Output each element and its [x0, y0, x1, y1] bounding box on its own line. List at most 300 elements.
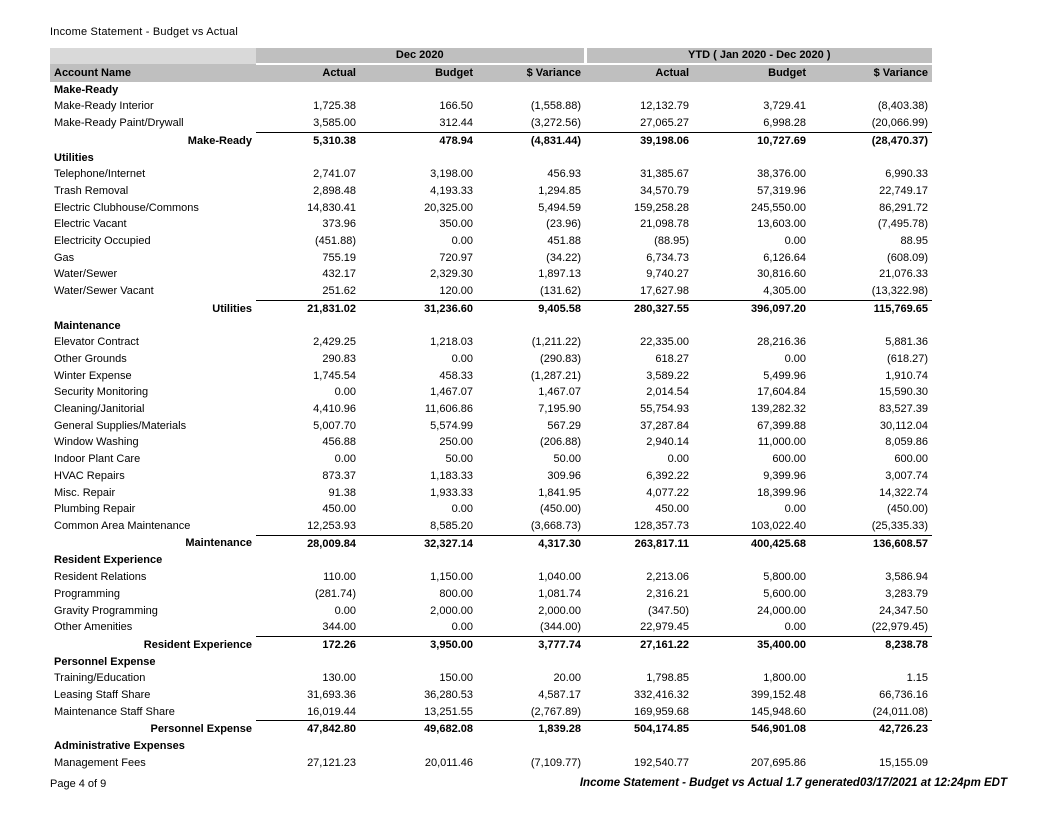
group-header-ytd: YTD ( Jan 2020 - Dec 2020 ) [585, 48, 932, 64]
amount-cell: 1,467.07 [538, 386, 582, 399]
total-amount-cell: 400,425.68 [693, 535, 810, 552]
amount-cell: 50.00 [445, 453, 473, 466]
amount-cell: 6,734.73 [646, 251, 690, 264]
page-title: Income Statement - Budget vs Actual [50, 26, 238, 38]
account-row [50, 351, 932, 368]
total-amount-cell: 172.26 [256, 636, 360, 653]
total-amount-cell: 1,839.28 [477, 721, 585, 738]
amount-cell: 110.00 [323, 571, 356, 584]
account-name: Plumbing Repair [54, 503, 136, 516]
amount-cell: (88.95) [654, 235, 690, 248]
amount-cell: 14,830.41 [307, 201, 356, 214]
amount-cell: 432.17 [322, 268, 356, 281]
account-name: HVAC Repairs [54, 469, 125, 482]
amount-cell: 6,392.22 [646, 469, 690, 482]
section-name: Utilities [54, 151, 94, 164]
amount-cell: 600.00 [894, 453, 929, 466]
amount-cell: 251.62 [322, 285, 356, 298]
amount-cell: 166.50 [439, 100, 473, 113]
total-label: Personnel Expense [150, 723, 252, 736]
total-amount-cell: 115,769.65 [810, 300, 932, 317]
total-amount-cell: 3,950.00 [360, 636, 477, 653]
amount-cell: 30,816.60 [757, 268, 807, 281]
account-row [50, 670, 932, 687]
amount-cell: 3,585.00 [313, 117, 356, 130]
amount-cell: 17,627.98 [640, 285, 690, 298]
amount-cell: 2,429.25 [313, 336, 356, 349]
amount-cell: 1,294.85 [538, 184, 582, 197]
amount-cell: 0.00 [451, 621, 473, 634]
account-row [50, 98, 932, 115]
amount-cell: 17,604.84 [757, 386, 807, 399]
total-amount-cell: 42,726.23 [810, 721, 932, 738]
amount-cell: 1.15 [906, 672, 929, 685]
amount-cell: (344.00) [540, 621, 582, 634]
amount-cell: 0.00 [451, 352, 473, 365]
amount-cell: 1,800.00 [763, 672, 807, 685]
section-header-row [50, 552, 932, 569]
amount-cell: 150.00 [439, 672, 473, 685]
amount-cell: 1,910.74 [885, 369, 929, 382]
amount-cell: 20,325.00 [424, 201, 473, 214]
amount-cell: (24,011.08) [872, 705, 929, 718]
section-total-row [50, 636, 932, 653]
amount-cell: 1,040.00 [538, 571, 582, 584]
account-name: Make-Ready Interior [54, 100, 154, 113]
amount-cell: 9,740.27 [646, 268, 690, 281]
amount-cell: 3,283.79 [885, 587, 929, 600]
account-row [50, 468, 932, 485]
account-name: Gravity Programming [54, 604, 158, 617]
account-name: Maintenance Staff Share [54, 705, 175, 718]
amount-cell: 20.00 [553, 672, 582, 685]
amount-cell: 3,007.74 [885, 469, 929, 482]
amount-cell: 1,841.95 [538, 486, 582, 499]
amount-cell: 14,322.74 [879, 486, 929, 499]
amount-cell: (13,322.98) [871, 285, 929, 298]
account-row [50, 368, 932, 385]
account-name: Electric Vacant [54, 218, 127, 231]
amount-cell: (34.22) [546, 251, 582, 264]
account-row [50, 418, 932, 435]
amount-cell: 6,998.28 [763, 117, 807, 130]
amount-cell: (290.83) [540, 352, 582, 365]
amount-cell: 88.95 [900, 235, 929, 248]
account-name: Other Grounds [54, 352, 127, 365]
amount-cell: (608.09) [887, 251, 929, 264]
amount-cell: 618.27 [655, 352, 690, 365]
account-row [50, 250, 932, 267]
amount-cell: 3,198.00 [430, 168, 473, 181]
account-row [50, 687, 932, 704]
page-number: Page 4 of 9 [50, 778, 107, 790]
section-header-row [50, 318, 932, 335]
section-name: Resident Experience [54, 554, 163, 567]
amount-cell: 4,077.22 [646, 486, 690, 499]
amount-cell: 21,076.33 [879, 268, 929, 281]
account-row [50, 401, 932, 418]
amount-cell: 0.00 [784, 503, 807, 516]
total-amount-cell: 4,317.30 [477, 535, 585, 552]
amount-cell: 4,305.00 [763, 285, 807, 298]
total-label: Resident Experience [143, 638, 252, 651]
amount-cell: 456.88 [322, 436, 356, 449]
amount-cell: (3,272.56) [530, 117, 582, 130]
amount-cell: 5,494.59 [538, 201, 582, 214]
amount-cell: 11,606.86 [424, 403, 473, 416]
account-row [50, 334, 932, 351]
amount-cell: 245,550.00 [750, 201, 807, 214]
amount-cell: 4,193.33 [430, 184, 473, 197]
amount-cell: 12,253.93 [307, 519, 356, 532]
account-name: Training/Education [54, 672, 146, 685]
total-label: Maintenance [185, 537, 252, 550]
account-name: Management Fees [54, 756, 146, 769]
account-name: Gas [54, 251, 75, 264]
section-total-row [50, 721, 932, 738]
amount-cell: (1,558.88) [530, 100, 582, 113]
account-row [50, 518, 932, 535]
account-name: Resident Relations [54, 571, 147, 584]
amount-cell: 36,280.53 [424, 689, 473, 702]
amount-cell: 1,933.33 [430, 486, 473, 499]
account-row [50, 603, 932, 620]
amount-cell: 120.00 [439, 285, 473, 298]
amount-cell: 83,527.39 [879, 403, 929, 416]
total-amount-cell: 8,238.78 [810, 636, 932, 653]
account-name: Indoor Plant Care [54, 453, 141, 466]
amount-cell: 1,798.85 [646, 672, 690, 685]
account-row [50, 704, 932, 721]
amount-cell: 458.33 [439, 369, 473, 382]
column-header-budget-dec: Budget [360, 64, 477, 82]
account-row [50, 216, 932, 233]
total-label: Make-Ready [187, 134, 252, 147]
amount-cell: 720.97 [439, 251, 473, 264]
amount-cell: 67,399.88 [757, 419, 807, 432]
amount-cell: 8,585.20 [430, 519, 473, 532]
account-name: Leasing Staff Share [54, 689, 151, 702]
section-header-row [50, 738, 932, 755]
amount-cell: 5,574.99 [430, 419, 473, 432]
amount-cell: 450.00 [655, 503, 690, 516]
generated-info: Income Statement - Budget vs Actual 1.7 generated03/17/2021 at 12:24pm EDT [579, 777, 1007, 789]
total-amount-cell: 47,842.80 [256, 721, 360, 738]
account-name: Trash Removal [54, 184, 129, 197]
amount-cell: (2,767.89) [530, 705, 582, 718]
account-row [50, 434, 932, 451]
account-name: Water/Sewer [54, 268, 118, 281]
amount-cell: 20,011.46 [424, 756, 473, 769]
amount-cell: 16,019.44 [307, 705, 356, 718]
amount-cell: 130.00 [322, 672, 356, 685]
amount-cell: 600.00 [772, 453, 807, 466]
amount-cell: (1,287.21) [530, 369, 582, 382]
amount-cell: (1,211.22) [531, 336, 582, 349]
amount-cell: 2,940.14 [646, 436, 690, 449]
amount-cell: 2,316.21 [646, 587, 690, 600]
amount-cell: (25,335.33) [871, 519, 929, 532]
group-header-dec-2020: Dec 2020 [256, 48, 585, 64]
amount-cell: 1,081.74 [538, 587, 582, 600]
total-amount-cell: 478.94 [360, 132, 477, 149]
table-body [50, 82, 932, 772]
amount-cell: 1,183.33 [430, 469, 473, 482]
amount-cell: 399,152.48 [750, 689, 807, 702]
account-row [50, 755, 932, 772]
group-header-blank [50, 48, 256, 64]
amount-cell: 91.38 [328, 486, 356, 499]
amount-cell: 456.93 [547, 168, 582, 181]
total-amount-cell: 504,174.85 [585, 721, 693, 738]
amount-cell: 312.44 [439, 117, 473, 130]
amount-cell: 3,586.94 [885, 571, 929, 584]
amount-cell: 139,282.32 [750, 403, 807, 416]
amount-cell: 6,990.33 [885, 168, 929, 181]
account-name: Cleaning/Janitorial [54, 403, 145, 416]
total-amount-cell: 27,161.22 [585, 636, 693, 653]
account-name: Winter Expense [54, 369, 132, 382]
amount-cell: (22,979.45) [871, 621, 929, 634]
amount-cell: 332,416.32 [633, 689, 690, 702]
account-name: Water/Sewer Vacant [54, 285, 154, 298]
account-row [50, 569, 932, 586]
amount-cell: 22,749.17 [879, 184, 929, 197]
total-amount-cell: 5,310.38 [256, 132, 360, 149]
amount-cell: (7,495.78) [877, 218, 929, 231]
amount-cell: 27,065.27 [640, 117, 690, 130]
amount-cell: 1,897.13 [538, 268, 582, 281]
account-name: Make-Ready Paint/Drywall [54, 117, 184, 130]
section-header-row [50, 82, 932, 99]
amount-cell: 873.37 [322, 469, 356, 482]
account-row [50, 586, 932, 603]
amount-cell: (206.88) [540, 436, 582, 449]
column-header-row [50, 64, 932, 82]
section-name: Administrative Expenses [54, 740, 185, 753]
section-name: Maintenance [54, 319, 121, 332]
section-name: Make-Ready [54, 83, 119, 96]
total-amount-cell: 32,327.14 [360, 535, 477, 552]
section-total-row [50, 535, 932, 552]
account-row [50, 283, 932, 300]
amount-cell: 5,600.00 [763, 587, 807, 600]
amount-cell: (8,403.38) [877, 100, 929, 113]
column-header-actual-ytd: Actual [585, 64, 693, 82]
amount-cell: 22,979.45 [640, 621, 690, 634]
amount-cell: (618.27) [887, 352, 929, 365]
total-amount-cell: 280,327.55 [585, 300, 693, 317]
amount-cell: 1,150.00 [430, 571, 473, 584]
amount-cell: 2,898.48 [313, 184, 356, 197]
account-row [50, 183, 932, 200]
total-amount-cell: 21,831.02 [256, 300, 360, 317]
amount-cell: 30,112.04 [879, 419, 929, 432]
amount-cell: (7,109.77) [530, 756, 582, 769]
account-name: Telephone/Internet [54, 168, 146, 181]
amount-cell: 28,216.36 [757, 336, 807, 349]
amount-cell: 0.00 [451, 503, 473, 516]
section-name: Personnel Expense [54, 655, 156, 668]
amount-cell: 2,329.30 [430, 268, 473, 281]
account-row [50, 166, 932, 183]
amount-cell: 207,695.86 [750, 756, 807, 769]
amount-cell: 5,881.36 [885, 336, 929, 349]
total-amount-cell: 136,608.57 [810, 535, 932, 552]
amount-cell: 192,540.77 [633, 756, 690, 769]
amount-cell: 13,251.55 [424, 705, 473, 718]
amount-cell: 450.00 [322, 503, 356, 516]
amount-cell: 350.00 [439, 218, 473, 231]
section-total-row [50, 132, 932, 149]
amount-cell: 3,589.22 [646, 369, 690, 382]
amount-cell: 169,959.68 [633, 705, 690, 718]
account-name: Elevator Contract [54, 336, 139, 349]
amount-cell: 13,603.00 [757, 218, 807, 231]
amount-cell: 18,399.96 [757, 486, 807, 499]
amount-cell: 9,399.96 [763, 469, 807, 482]
column-header-account-name: Account Name [50, 64, 256, 82]
income-statement-table [50, 48, 932, 772]
amount-cell: 66,736.16 [879, 689, 929, 702]
amount-cell: 4,587.17 [538, 689, 582, 702]
amount-cell: 1,725.38 [313, 100, 356, 113]
amount-cell: 2,000.00 [430, 604, 473, 617]
amount-cell: 22,335.00 [640, 336, 690, 349]
amount-cell: 2,014.54 [646, 386, 690, 399]
amount-cell: 5,800.00 [763, 571, 807, 584]
total-amount-cell: 31,236.60 [360, 300, 477, 317]
amount-cell: 451.88 [547, 235, 582, 248]
amount-cell: 86,291.72 [879, 201, 929, 214]
amount-cell: (3,668.73) [530, 519, 582, 532]
section-header-row [50, 654, 932, 671]
amount-cell: (131.62) [540, 285, 582, 298]
amount-cell: 145,948.60 [750, 705, 807, 718]
amount-cell: 0.00 [784, 621, 807, 634]
account-row [50, 233, 932, 250]
total-amount-cell: 9,405.58 [477, 300, 585, 317]
total-amount-cell: 49,682.08 [360, 721, 477, 738]
account-row [50, 485, 932, 502]
total-amount-cell: (28,470.37) [810, 132, 932, 149]
account-name: Other Amenities [54, 621, 133, 634]
amount-cell: 50.00 [553, 453, 582, 466]
column-header-actual-dec: Actual [256, 64, 360, 82]
amount-cell: 11,000.00 [757, 436, 807, 449]
total-amount-cell: 10,727.69 [693, 132, 810, 149]
amount-cell: 800.00 [439, 587, 473, 600]
amount-cell: 6,126.64 [763, 251, 807, 264]
amount-cell: 55,754.93 [640, 403, 690, 416]
account-name: Security Monitoring [54, 386, 149, 399]
amount-cell: (281.74) [315, 587, 356, 600]
account-name: Electric Clubhouse/Commons [54, 201, 199, 214]
amount-cell: (451.88) [315, 235, 356, 248]
amount-cell: 567.29 [547, 419, 582, 432]
amount-cell: (23.96) [546, 218, 582, 231]
amount-cell: 8,059.86 [885, 436, 929, 449]
account-name: Misc. Repair [54, 486, 116, 499]
account-name: Electricity Occupied [54, 235, 151, 248]
section-header-row [50, 150, 932, 167]
amount-cell: 21,098.78 [640, 218, 690, 231]
amount-cell: 5,499.96 [763, 369, 807, 382]
amount-cell: 373.96 [322, 218, 356, 231]
amount-cell: 7,195.90 [538, 403, 582, 416]
amount-cell: 159,258.28 [633, 201, 690, 214]
account-row [50, 115, 932, 132]
amount-cell: 31,693.36 [307, 689, 356, 702]
group-header-row [50, 48, 932, 64]
amount-cell: 15,155.09 [879, 756, 929, 769]
column-header-variance-ytd: $ Variance [810, 64, 932, 82]
total-label: Utilities [212, 302, 252, 315]
amount-cell: 38,376.00 [757, 168, 807, 181]
amount-cell: 309.96 [547, 469, 582, 482]
account-row [50, 384, 932, 401]
amount-cell: 1,467.07 [430, 386, 473, 399]
account-row [50, 200, 932, 217]
total-amount-cell: 28,009.84 [256, 535, 360, 552]
total-amount-cell: 546,901.08 [693, 721, 810, 738]
amount-cell: 2,741.07 [313, 168, 356, 181]
total-amount-cell: 3,777.74 [477, 636, 585, 653]
amount-cell: 24,347.50 [879, 604, 929, 617]
amount-cell: 0.00 [334, 386, 356, 399]
account-name: General Supplies/Materials [54, 419, 187, 432]
amount-cell: 2,213.06 [646, 571, 690, 584]
amount-cell: 1,745.54 [313, 369, 356, 382]
amount-cell: 12,132.79 [640, 100, 690, 113]
amount-cell: 0.00 [667, 453, 690, 466]
amount-cell: 1,218.03 [430, 336, 473, 349]
account-name: Window Washing [54, 436, 139, 449]
amount-cell: 344.00 [322, 621, 356, 634]
amount-cell: 128,357.73 [633, 519, 690, 532]
amount-cell: (20,066.99) [871, 117, 929, 130]
amount-cell: (347.50) [648, 604, 690, 617]
amount-cell: 0.00 [334, 604, 356, 617]
amount-cell: 37,287.84 [640, 419, 690, 432]
account-row [50, 501, 932, 518]
amount-cell: 0.00 [784, 235, 807, 248]
account-row [50, 451, 932, 468]
account-row [50, 266, 932, 283]
account-name: Programming [54, 587, 121, 600]
section-total-row [50, 300, 932, 317]
amount-cell: 250.00 [439, 436, 473, 449]
column-header-budget-ytd: Budget [693, 64, 810, 82]
amount-cell: 34,570.79 [640, 184, 690, 197]
amount-cell: 57,319.96 [757, 184, 807, 197]
total-amount-cell: (4,831.44) [477, 132, 585, 149]
amount-cell: 15,590.30 [879, 386, 929, 399]
total-amount-cell: 263,817.11 [585, 535, 693, 552]
amount-cell: 0.00 [784, 352, 807, 365]
amount-cell: 27,121.23 [307, 756, 356, 769]
total-amount-cell: 39,198.06 [585, 132, 693, 149]
amount-cell: (450.00) [540, 503, 582, 516]
amount-cell: 31,385.67 [640, 168, 690, 181]
amount-cell: 290.83 [322, 352, 356, 365]
amount-cell: 0.00 [451, 235, 473, 248]
amount-cell: 2,000.00 [538, 604, 582, 617]
amount-cell: 103,022.40 [750, 519, 807, 532]
column-header-variance-dec: $ Variance [477, 64, 585, 82]
amount-cell: (450.00) [887, 503, 929, 516]
total-amount-cell: 35,400.00 [693, 636, 810, 653]
